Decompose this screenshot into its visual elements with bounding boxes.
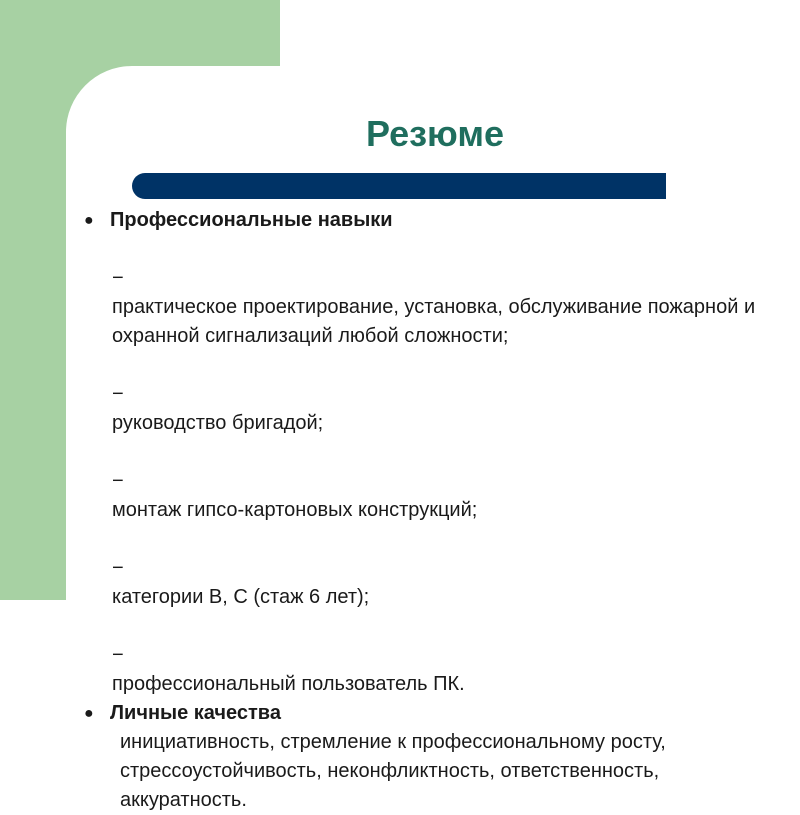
bullet-icon: ● <box>84 212 94 229</box>
dash-icon: − <box>112 267 124 289</box>
bullet-icon: ● <box>84 705 94 722</box>
list-item <box>82 235 782 351</box>
slide-content <box>82 206 782 815</box>
dash-icon: − <box>112 557 124 579</box>
dash-icon: − <box>112 470 124 492</box>
title-underline-bar <box>132 173 666 199</box>
section-heading-qualities <box>82 699 782 728</box>
dash-icon: − <box>112 644 124 666</box>
list-item-text: руководство бригадой; <box>112 412 324 434</box>
list-item-text: категории В, С (стаж 6 лет); <box>112 586 370 608</box>
section-heading-label: Профессиональные навыки <box>110 209 393 231</box>
list-item <box>82 438 782 525</box>
list-item-text: монтаж гипсо-картоновых конструкций; <box>112 499 478 521</box>
section-heading-skills <box>82 206 782 235</box>
list-item <box>82 351 782 438</box>
qualities-text: инициативность, стремление к профессиональному росту, стрессоустойчивость, неконфликтность, ответственность, аккуратность. <box>120 731 666 811</box>
dash-icon: − <box>112 383 124 405</box>
section-heading-label: Личные качества <box>110 702 281 724</box>
slide-title: Резюме <box>366 113 504 154</box>
list-item <box>82 612 782 699</box>
list-item-text: профессиональный пользователь ПК. <box>112 673 465 695</box>
list-item-text: практическое проектирование, установка, обслуживание пожарной и охранной сигнализаций любой сложности; <box>112 296 756 347</box>
list-item <box>82 525 782 612</box>
